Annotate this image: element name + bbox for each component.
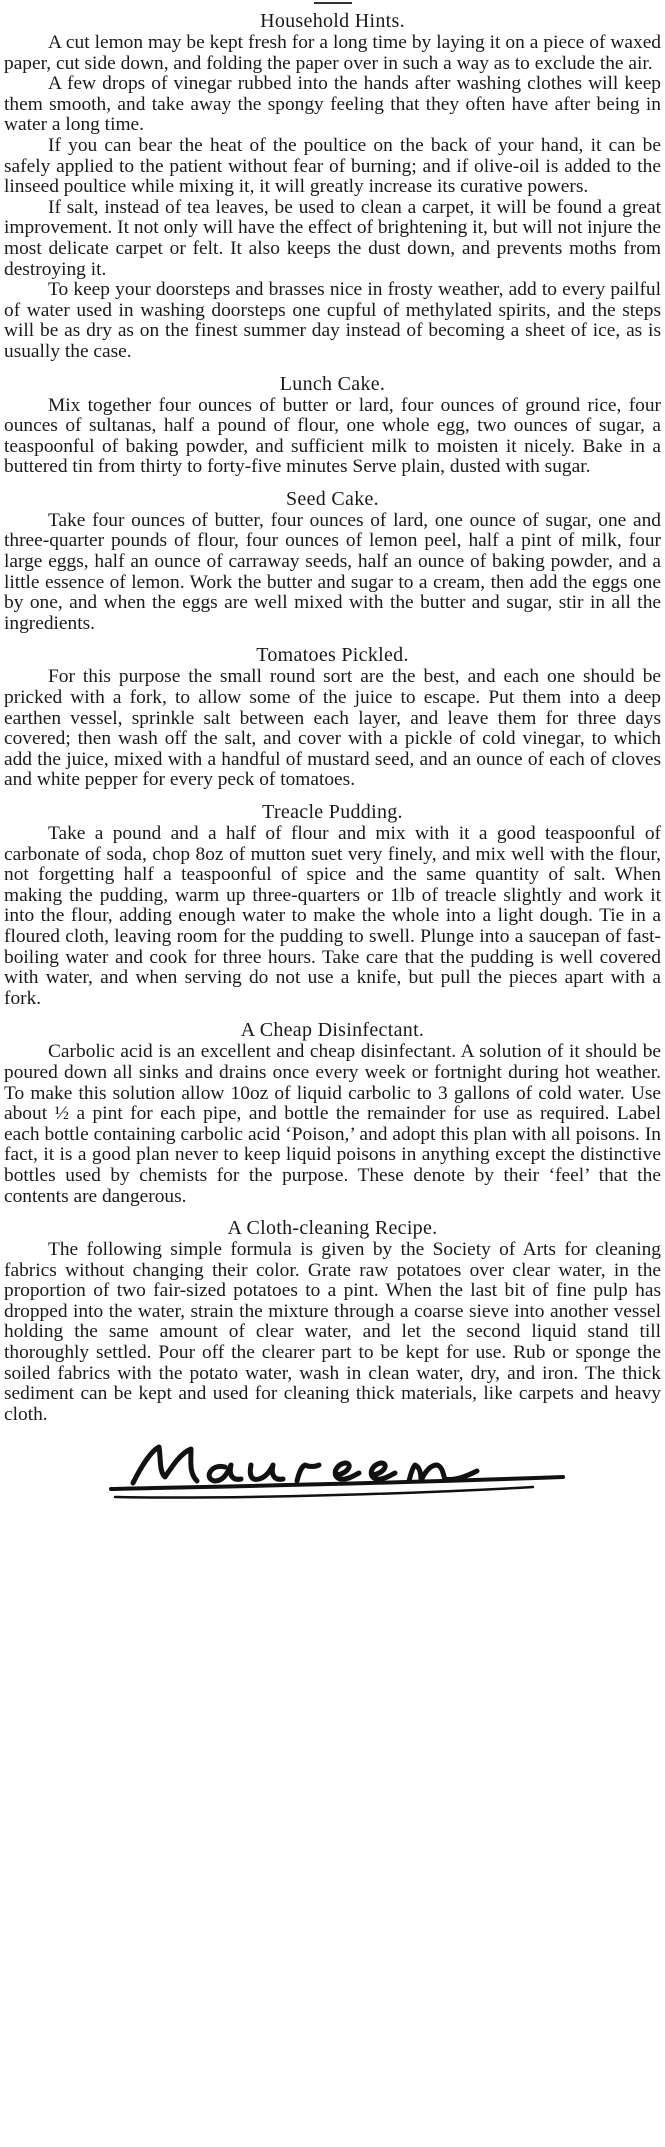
section-cheap-disinfectant — [4, 1019, 661, 1207]
paragraph: For this purpose the small round sort are the best, and each one should be pricked with a fork, to allow some of the juice to escape. Put them into a deep earthen vessel, sprinkle salt between each layer, and leave them for three days covered; then wash off the salt, and cover with a pickle of cold vinegar, to which add the juice, mixed with a handful of mustard seed, and an ounce of each of cloves and white pepper for every peck of tomatoes. — [4, 666, 661, 791]
section-household-hints — [4, 10, 661, 363]
section-lunch-cake — [4, 373, 661, 478]
paragraph: Mix together four ounces of butter or lard, four ounces of ground rice, four ounces of sultanas, half a pound of flour, one whole egg, two ounces of sugar, a teaspoonful of baking powder, and sufficient milk to moisten it nicely. Bake in a buttered tin from thirty to forty-five minutes Serve plain, dusted with sugar. — [4, 394, 661, 478]
section-seed-cake — [4, 488, 661, 635]
signature-text: Maureen — [92, 1437, 97, 1439]
paragraph: A cut lemon may be kept fresh for a long time by laying it on a piece of waxed paper, cut side down, and folding the paper over in such a way as to exclude the air. — [4, 32, 661, 74]
paragraph: Take a pound and a half of flour and mix with it a good teaspoonful of carbonate of soda, chop 8oz of mutton suet very finely, and mix well with the flour, not forgetting half a teaspoonful of spice and the same quantity of salt. When making the pudding, warm up three-quarters or 1lb of treacle slightly and work it into the flour, adding enough water to make the whole into a light dough. Tie in a floured cloth, leaving room for the pudding to swell. Plunge into a saucepan of fast-boiling water and cook for three hours. Take care that the pudding is well covered with water, and when serving do not use a knife, but pull the pieces apart with a fork. — [4, 823, 661, 1009]
section-title: Tomatoes Pickled. — [256, 644, 409, 667]
section-cloth-cleaning-recipe — [4, 1217, 661, 1425]
section-title: A Cloth-cleaning Recipe. — [227, 1217, 438, 1240]
signature-maureen — [93, 1437, 573, 1507]
section-treacle-pudding — [4, 801, 661, 1009]
section-title: Seed Cake. — [286, 487, 379, 510]
paragraph: A few drops of vinegar rubbed into the hands after washing clothes will keep them smooth, and take away the spongy feeling that they often have after being in water a long time. — [4, 73, 661, 136]
section-title: A Cheap Disinfectant. — [240, 1019, 425, 1042]
paragraph: To keep your doorsteps and brasses nice in frosty weather, add to every pailful of water used in washing doorsteps one cupful of methylated spirits, and the steps will be as dry as on the finest summer day instead of becoming a sheet of ice, as is usually the case. — [4, 279, 661, 362]
section-title: Lunch Cake. — [279, 372, 386, 395]
section-tomatoes-pickled — [4, 644, 661, 791]
top-rule — [314, 2, 352, 4]
paragraph: Carbolic acid is an excellent and cheap disinfectant. A solution of it should be poured down all sinks and drains once every week or fortnight during hot weather. To make this solution allow 10oz of liquid carbolic to 3 gallons of cold water. Use about ½ a pint for each pipe, and bottle the remainder for use as required. Label each bottle containing carbolic acid ‘Poison,’ and adopt this plan with all poisons. In fact, it is a good plan never to keep liquid poisons in anything except the distinctive bottles used by chemists for the purpose. These denote by their ‘feel’ that the contents are dangerous. — [4, 1041, 661, 1207]
paragraph: If salt, instead of tea leaves, be used to clean a carpet, it will be found a great improvement. It not only will have the effect of brightening it, but will not injure the most delicate carpet or felt. It also keeps the dust down, and prevents moths from destroying it. — [4, 196, 661, 280]
paragraph: The following simple formula is given by the Society of Arts for cleaning fabrics without changing their color. Grate raw potatoes over clear water, in the proportion of two fair-sized potatoes to a pint. When the last bit of fine pulp has dropped into the water, strain the mixture through a coarse sieve into another vessel holding the same amount of clear water, and let the second liquid stand till thoroughly settled. Pour off the clearer part to be kept for use. Rub or sponge the soiled fabrics with the potato water, wash in clean water, dry, and iron. The thick sediment can be kept and used for cleaning thick materials, like carpets and heavy cloth. — [4, 1239, 661, 1425]
paragraph: Take four ounces of butter, four ounces of lard, one ounce of sugar, one and three-quarter pounds of flour, four ounces of lemon peel, half a pint of milk, four large eggs, half an ounce of carraway seeds, half an ounce of baking powder, and a little essence of lemon. Work the butter and sugar to a cream, then add the eggs one by one, and when the eggs are well mixed with the butter and sugar, stir in all the ingredients. — [4, 509, 661, 634]
section-title: Household Hints. — [260, 10, 405, 32]
paragraph: If you can bear the heat of the poultice on the back of your hand, it can be safely applied to the patient without fear of burning; and if olive-oil is added to the linseed poultice while mixing it, it will greatly increase its curative powers. — [4, 134, 661, 198]
section-title: Treacle Pudding. — [262, 801, 403, 823]
